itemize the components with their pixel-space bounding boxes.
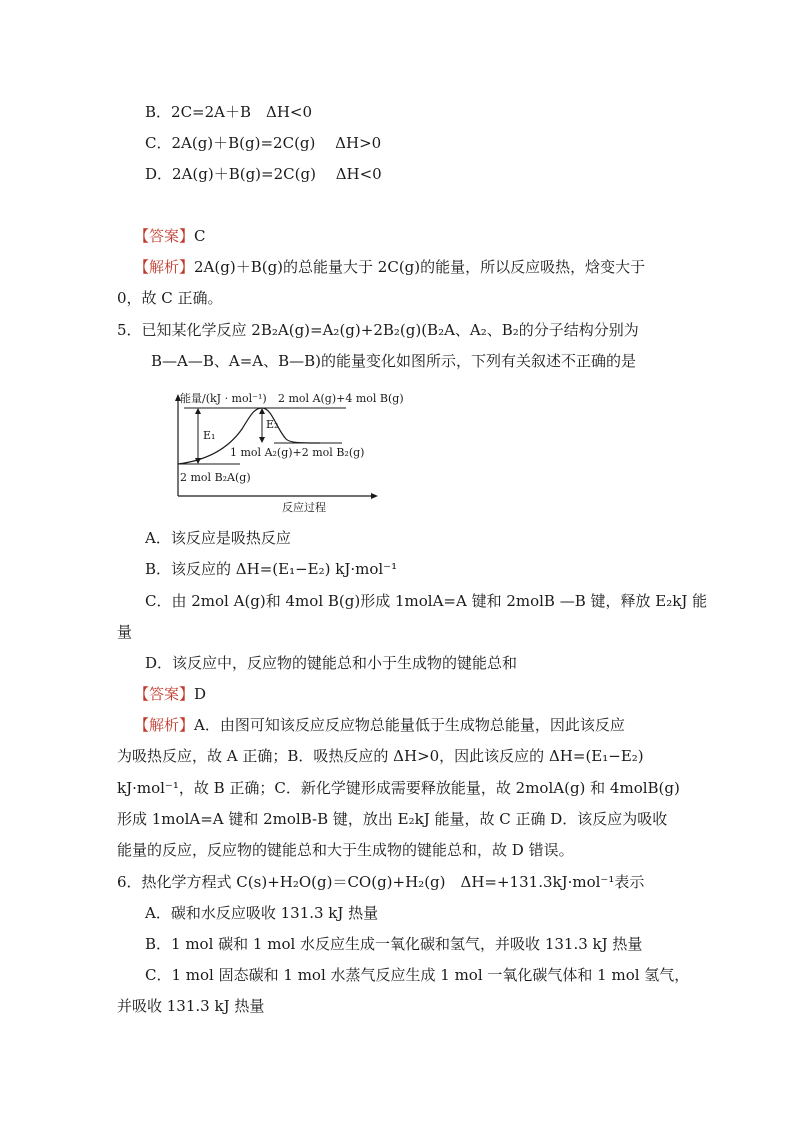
q5-analysis-line bbox=[134, 714, 625, 736]
figure-reactant-level-label: 2 mol B₂A(g) bbox=[180, 471, 251, 484]
q4-analysis-1: 2A(g)＋B(g)的总能量大于 2C(g)的能量，所以反应吸热，焓变大于 bbox=[194, 258, 646, 276]
q5-analysis-1: A．由图可知该反应反应物总能量低于生成物总能量，因此该反应 bbox=[194, 716, 625, 734]
q4-answer-line bbox=[134, 225, 206, 247]
q4-option-c: C．2A(g)＋B(g)=2C(g) ΔH>0 bbox=[145, 134, 382, 152]
q4-option-d: D．2A(g)＋B(g)=2C(g) ΔH<0 bbox=[145, 165, 382, 183]
answer-tag: 【答案】 bbox=[134, 227, 195, 245]
figure-e2-label: E₂ bbox=[266, 418, 279, 431]
analysis-tag: 【解析】 bbox=[134, 258, 195, 276]
q5-option-a: A．该反应是吸热反应 bbox=[145, 529, 291, 547]
figure-ylabel: 能量/(kJ · mol⁻¹) bbox=[180, 392, 267, 405]
e2-arrow-head-down bbox=[259, 437, 265, 443]
energy-diagram bbox=[170, 384, 404, 514]
q5-option-c-1: C．由 2mol A(g)和 4mol B(g)形成 1molA=A 键和 2molB —B 键，释放 E₂kJ 能 bbox=[145, 592, 708, 610]
q5-analysis-2: 为吸热反应，故 A 正确；B．吸热反应的 ΔH>0，因此该反应的 ΔH=(E₁−E₂) bbox=[117, 747, 644, 765]
q5-stem-1: 5．已知某化学反应 2B₂A(g)=A₂(g)+2B₂(g)(B₂A、A₂、B₂的分子结构分别为 bbox=[117, 321, 639, 339]
q6-option-c-2: 并吸收 131.3 kJ 热量 bbox=[117, 997, 265, 1015]
q5-analysis-3: kJ·mol⁻¹，故 B 正确；C．新化学键形成需要释放能量，故 2molA(g) 和 4molB(g) bbox=[117, 779, 680, 797]
q5-option-c-2: 量 bbox=[117, 623, 133, 641]
e1-arrow-head-up bbox=[195, 408, 201, 414]
q4-answer: C bbox=[194, 227, 206, 245]
answer-tag: 【答案】 bbox=[134, 685, 195, 703]
q4-analysis-2: 0，故 C 正确。 bbox=[117, 289, 223, 307]
q5-stem-2: B—A—B、A=A、B—B)的能量变化如图所示，下列有关叙述不正确的是 bbox=[151, 352, 637, 370]
figure-product-level-label: 1 mol A₂(g)+2 mol B₂(g) bbox=[230, 446, 365, 459]
q6-stem: 6．热化学方程式 C(s)+H₂O(g)＝CO(g)+H₂(g) ΔH=+131.3kJ·mol⁻¹表示 bbox=[117, 873, 645, 891]
q4-analysis-line bbox=[134, 256, 645, 278]
q5-analysis-5: 能量的反应，反应物的键能总和大于生成物的键能总和，故 D 错误。 bbox=[117, 841, 574, 859]
q5-answer-line bbox=[134, 683, 206, 705]
q5-analysis-4: 形成 1molA=A 键和 2molB-B 键，放出 E₂kJ 能量，故 C 正确 D．该反应为吸收 bbox=[117, 810, 668, 828]
q4-option-b: B．2C=2A＋B ΔH<0 bbox=[145, 103, 313, 121]
q6-option-c-1: C．1 mol 固态碳和 1 mol 水蒸气反应生成 1 mol 一氧化碳气体和 1 mol 氢气， bbox=[145, 966, 690, 984]
q6-option-a: A．碳和水反应吸收 131.3 kJ 热量 bbox=[145, 904, 379, 922]
q6-option-b: B．1 mol 碳和 1 mol 水反应生成一氧化碳和氢气，并吸收 131.3 kJ 热量 bbox=[145, 935, 643, 953]
q5-option-d: D．该反应中，反应物的键能总和小于生成物的键能总和 bbox=[145, 654, 518, 672]
figure-top-level-label: 2 mol A(g)+4 mol B(g) bbox=[278, 392, 404, 405]
figure-xlabel: 反应过程 bbox=[282, 501, 326, 514]
figure-e1-label: E₁ bbox=[203, 429, 216, 442]
q5-option-b: B．该反应的 ΔH=(E₁−E₂) kJ·mol⁻¹ bbox=[145, 560, 398, 578]
q5-answer: D bbox=[194, 685, 207, 703]
x-axis-arrow bbox=[371, 493, 378, 499]
analysis-tag: 【解析】 bbox=[134, 716, 195, 734]
